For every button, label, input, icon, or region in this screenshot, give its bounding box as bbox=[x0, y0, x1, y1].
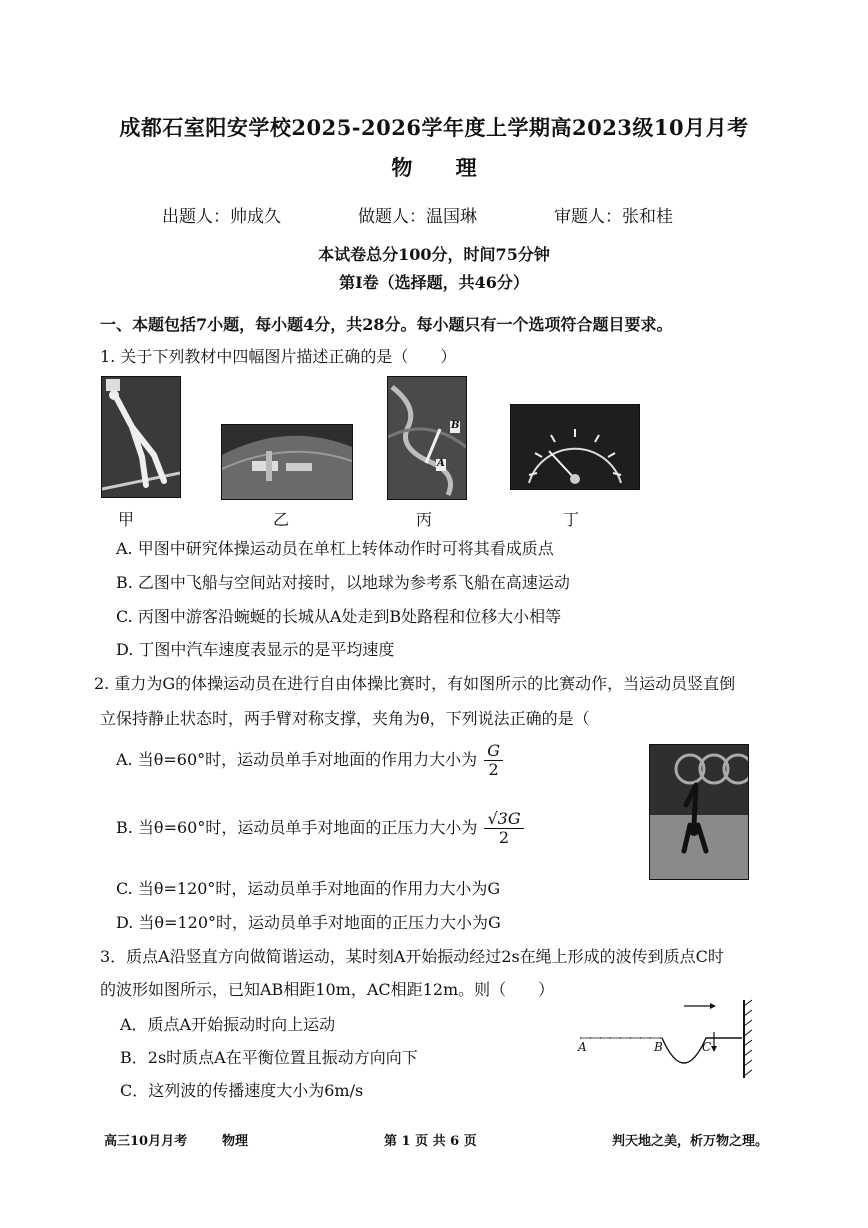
fraction-denominator: 2 bbox=[498, 828, 510, 847]
q2-option-a bbox=[116, 742, 503, 779]
q3-stem-line1: 3．质点A沿竖直方向做简谐运动，某时刻A开始振动经过2s在绳上形成的波传到质点C时 bbox=[100, 947, 724, 966]
label-point-b: B bbox=[451, 420, 460, 431]
subject-title: 物 理 bbox=[391, 155, 495, 180]
fraction-sqrt3g-over-2 bbox=[484, 810, 523, 847]
q1-option-c: C. 丙图中游客沿蜿蜒的长城从A处走到B处路程和位移大小相等 bbox=[116, 607, 562, 626]
label-c: C bbox=[702, 1040, 712, 1054]
q3-option-b: B．2s时质点A在平衡位置且振动方向向下 bbox=[120, 1048, 418, 1067]
exam-info: 本试卷总分100分，时间75分钟 bbox=[318, 245, 550, 264]
wave-rope-figure bbox=[572, 996, 758, 1080]
photo-great-wall bbox=[387, 376, 467, 500]
footer-subject: 物理 bbox=[222, 1134, 249, 1149]
label-a: A bbox=[578, 1040, 587, 1054]
fraction-denominator: 2 bbox=[488, 760, 499, 779]
part-title: 第Ⅰ卷（选择题，共46分） bbox=[339, 273, 529, 292]
q3-option-c: C．这列波的传播速度大小为6m/s bbox=[120, 1081, 364, 1100]
footer-motto: 判天地之美，析万物之理。 bbox=[612, 1134, 769, 1149]
q2-option-c: C. 当θ=120°时，运动员单手对地面的作用力大小为G bbox=[116, 879, 501, 898]
photo-spacecraft-docking bbox=[221, 424, 353, 500]
footer-exam-name: 高三10月月考 bbox=[104, 1134, 188, 1149]
q2-option-b-text: B. 当θ=60°时，运动员单手对地面的正压力大小为 bbox=[116, 818, 478, 837]
caption-jia: 甲 bbox=[118, 510, 135, 529]
q2-stem-line2: 立保持静止状态时，两手臂对称支撑，夹角为θ，下列说法正确的是（ bbox=[100, 709, 590, 728]
label-b: B bbox=[654, 1040, 663, 1054]
q2-option-a-text: A. 当θ=60°时，运动员单手对地面的作用力大小为 bbox=[116, 750, 478, 769]
question-solver: 做题人：温国琳 bbox=[358, 207, 477, 227]
caption-yi: 乙 bbox=[273, 510, 290, 529]
fraction-g-over-2 bbox=[484, 742, 503, 779]
q3-option-a: A．质点A开始振动时向上运动 bbox=[120, 1015, 336, 1034]
q1-option-b: B. 乙图中飞船与空间站对接时，以地球为参考系飞船在高速运动 bbox=[116, 573, 570, 592]
fraction-numerator: √3G bbox=[484, 810, 523, 829]
caption-ding: 丁 bbox=[563, 510, 580, 529]
q2-stem-line1: 2. 重力为G的体操运动员在进行自由体操比赛时，有如图所示的比赛动作，当运动员竖直倒 bbox=[94, 674, 736, 693]
q1-option-a: A. 甲图中研究体操运动员在单杠上转体动作时可将其看成质点 bbox=[116, 539, 554, 558]
photo-gymnast-bar bbox=[101, 376, 181, 498]
question-reviewer: 审题人：张和桂 bbox=[554, 207, 673, 227]
label-point-a: A bbox=[437, 458, 445, 469]
q2-option-d: D. 当θ=120°时，运动员单手对地面的正压力大小为G bbox=[116, 913, 501, 932]
photo-speedometer bbox=[510, 404, 640, 490]
q3-stem-line2: 的波形如图所示，已知AB相距10m，AC相距12m。则（ ） bbox=[100, 980, 555, 999]
footer-page-number: 第 1 页 共 6 页 bbox=[384, 1134, 477, 1149]
fraction-numerator: G bbox=[484, 742, 503, 761]
photo-gymnast-handstand bbox=[649, 744, 749, 880]
caption-bing: 丙 bbox=[416, 510, 433, 529]
q1-stem: 1. 关于下列教材中四幅图片描述正确的是（ ） bbox=[100, 347, 457, 366]
exam-title: 成都石室阳安学校2025-2026学年度上学期高2023级10月月考 bbox=[119, 115, 749, 140]
q2-option-b bbox=[116, 810, 524, 847]
section-heading: 一、本题包括7小题，每小题4分，共28分。每小题只有一个选项符合题目要求。 bbox=[100, 315, 673, 334]
q1-option-d: D. 丁图中汽车速度表显示的是平均速度 bbox=[116, 640, 395, 659]
question-setter: 出题人：帅成久 bbox=[162, 207, 281, 227]
